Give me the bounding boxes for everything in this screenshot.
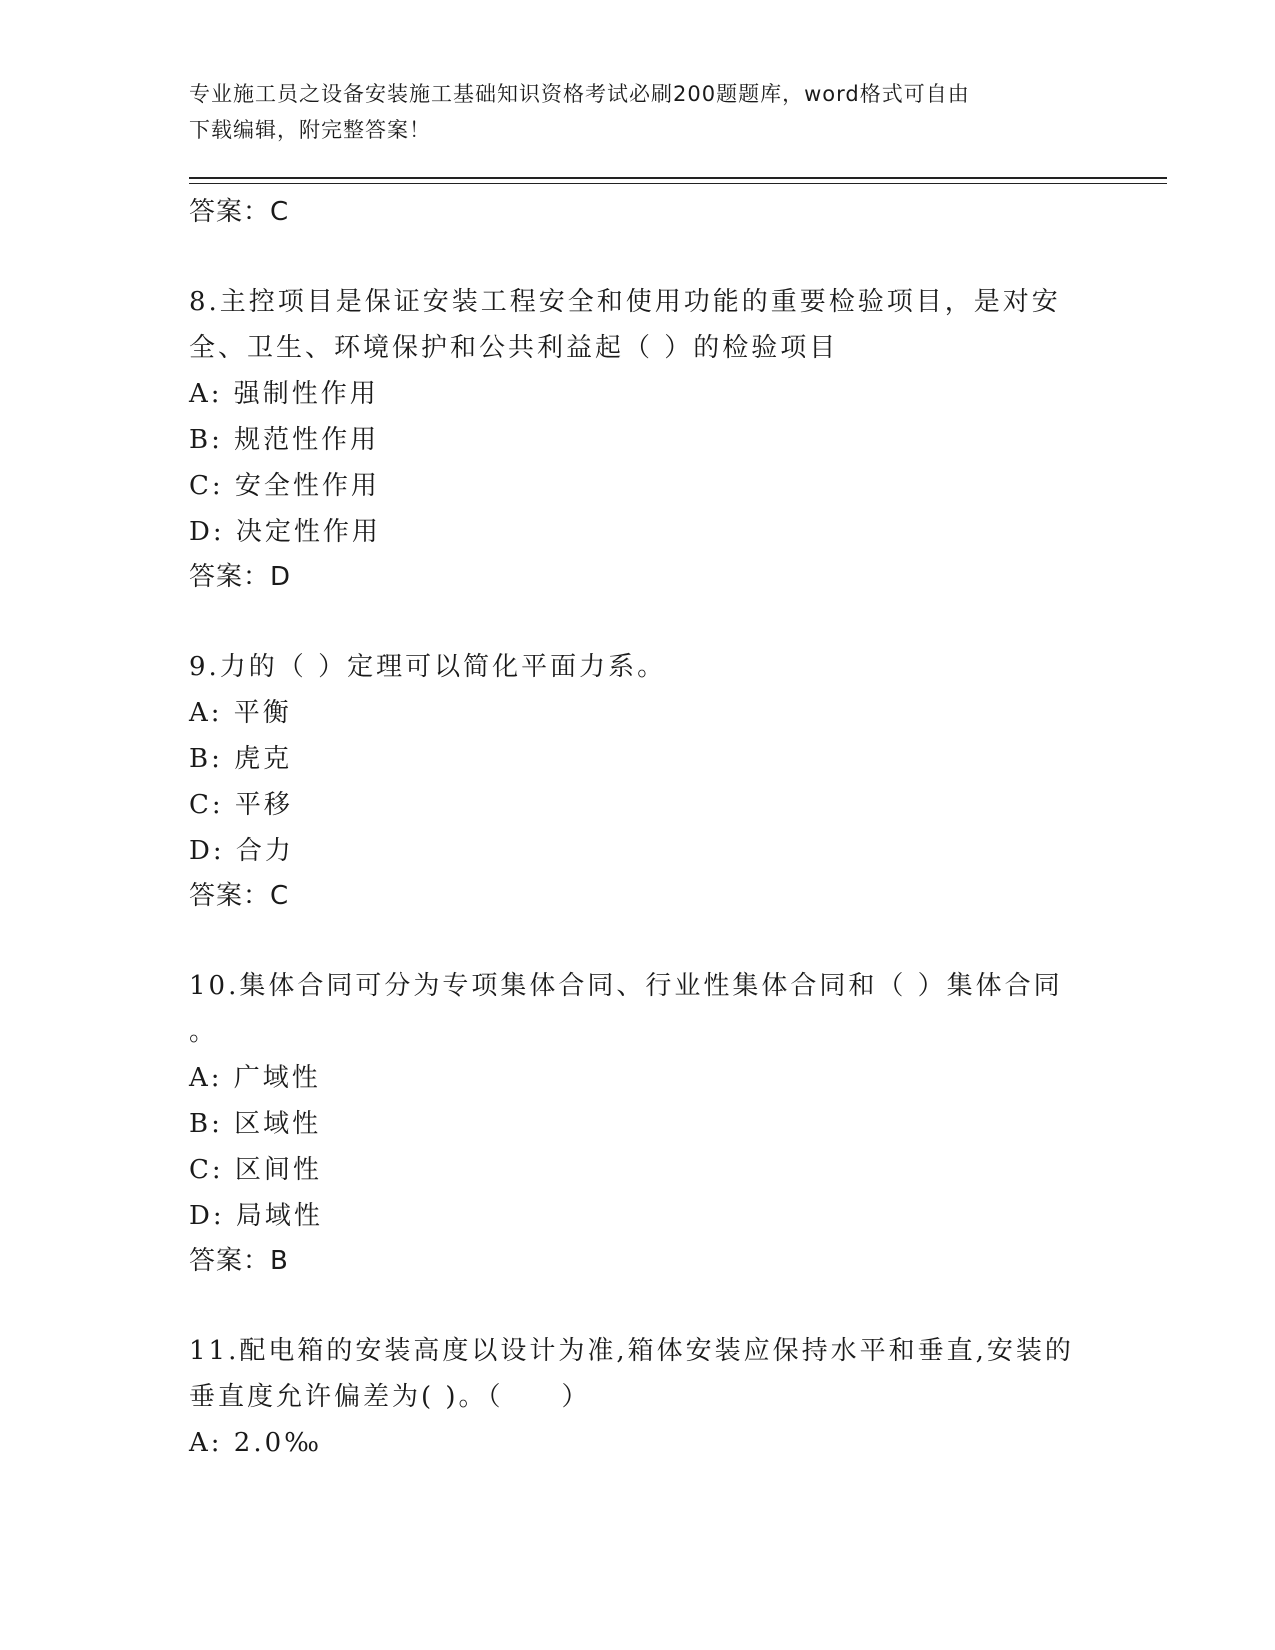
answer-label: 答案：C <box>189 881 290 911</box>
document-header <box>189 76 1089 148</box>
option-a: A: 强制性作用 <box>189 379 379 409</box>
question-text: 8.主控项目是保证安装工程安全和使用功能的重要检验项目，是对安 <box>189 287 1061 317</box>
answer-label: 答案：B <box>189 1246 289 1276</box>
header-rule-thin <box>189 183 1167 184</box>
header-line-2: 下载编辑，附完整答案！ <box>189 118 431 142</box>
header-rule-thick <box>189 177 1167 179</box>
option-c: C: 平移 <box>189 790 293 820</box>
question-text: 全、卫生、环境保护和公共利益起（ ）的检验项目 <box>189 333 839 363</box>
option-d: D: 合力 <box>189 836 294 866</box>
question-11 <box>189 1328 1089 1466</box>
option-a: A: 广域性 <box>189 1063 321 1093</box>
question-list <box>189 190 1089 1466</box>
option-d: D: 决定性作用 <box>189 517 381 547</box>
question-text: 9.力的（ ）定理可以简化平面力系。 <box>189 652 667 682</box>
header-line-1: 专业施工员之设备安装施工基础知识资格考试必刷200题题库，word格式可自由 <box>189 82 970 106</box>
question-text: 10.集体合同可分为专项集体合同、行业性集体合同和（ ）集体合同 <box>189 971 1063 1001</box>
question-text: 11.配电箱的安装高度以设计为准,箱体安装应保持水平和垂直,安装的 <box>189 1336 1074 1366</box>
question-text: 垂直度允许偏差为( )。（ ） <box>189 1382 591 1412</box>
option-a: A: 平衡 <box>189 698 292 728</box>
option-b: B: 虎克 <box>189 744 293 774</box>
answer-label: 答案：C <box>189 197 290 227</box>
question-9 <box>189 644 1089 918</box>
answer-label: 答案：D <box>189 562 292 592</box>
question-text: 。 <box>189 1017 219 1047</box>
option-c: C: 区间性 <box>189 1155 322 1185</box>
option-b: B: 规范性作用 <box>189 425 380 455</box>
option-d: D: 局域性 <box>189 1201 323 1231</box>
option-c: C: 安全性作用 <box>189 471 380 501</box>
option-a: A: 2.0‰ <box>189 1428 323 1458</box>
question-10 <box>189 963 1089 1283</box>
option-b: B: 区域性 <box>189 1109 322 1139</box>
question-8 <box>189 279 1089 599</box>
